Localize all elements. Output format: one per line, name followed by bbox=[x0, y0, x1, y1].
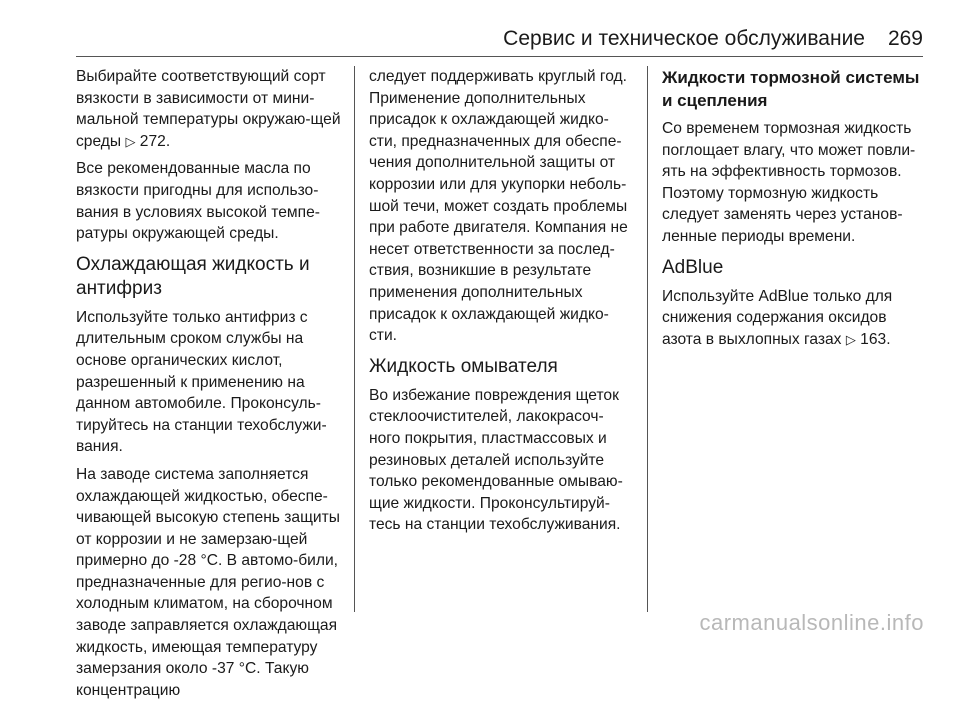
page-title: Сервис и техническое обслуживание bbox=[503, 27, 865, 50]
paragraph: Используйте AdBlue только для снижения содержания оксидов азота в выхлопных газах ▷ 163. bbox=[662, 286, 924, 351]
column-divider bbox=[647, 66, 648, 612]
section-heading-adblue: AdBlue bbox=[662, 256, 724, 278]
column-2 bbox=[369, 66, 633, 542]
paragraph: Во избежание повреждения щеток стеклоочистителей, лакокрасоч-ного покрытия, пластмассовых и резиновых деталей используйте только рекомендованные омываю-щие жидкости. Проконсультируй-тесь на станции техобслуживания. bbox=[369, 386, 623, 534]
watermark: carmanualsonline.info bbox=[699, 610, 924, 635]
column-3 bbox=[662, 66, 924, 356]
header-divider bbox=[76, 56, 923, 57]
column-1 bbox=[76, 66, 344, 707]
column-divider bbox=[354, 66, 355, 612]
triangle-right-icon: ▷ bbox=[125, 133, 136, 149]
section-heading-brake: Жидкости тормозной системы и сцепления bbox=[662, 68, 920, 110]
page-ref-link[interactable]: 163. bbox=[860, 330, 891, 348]
paragraph: следует поддерживать круглый год. Применение дополнительных присадок к охлаждающей жидко-сти, предназначенных для обеспе-чения дополнительной защиты от коррозии или для укупорки неболь-шой течи, может создать проблемы при работе двигателя. Компания не несет ответственности за послед-ствия, возникшие в результате применения дополнительных присадок к охлаждающей жидко-сти. bbox=[369, 68, 628, 345]
page-header bbox=[0, 0, 960, 56]
section-heading-washer: Жидкость омывателя bbox=[369, 355, 558, 377]
page-number: 269 bbox=[887, 27, 923, 50]
triangle-right-icon: ▷ bbox=[845, 331, 856, 347]
paragraph: На заводе система заполняется охлаждающей жидкостью, обеспе-чивающей высокую степень защиты от коррозии и не замерзаю-щей примерно до -28 °C. В автомо-били, предназначенные для регио-нов с холодным климатом, на сборочном заводе заправляется охлаждающая жидкость, имеющая температуру замерзания около -37 °C. Такую концентрацию bbox=[76, 465, 340, 699]
paragraph: Выбирайте соответствующий сорт вязкости в зависимости от мини-мальной температуры окружаю-щей среды ▷ 272. bbox=[76, 66, 344, 152]
page-ref-link[interactable]: 272. bbox=[139, 132, 171, 150]
paragraph: Со временем тормозная жидкость поглощает влагу, что может повли-ять на эффективность тормозов. Поэтому тормозную жидкость следует заменять через установ-ленные периоды времени. bbox=[662, 120, 916, 245]
paragraph: Используйте только антифриз с длительным сроком службы на основе органических кислот, разрешенный к применению на данном автомобиле. Проконсуль-тируйтесь на станции техобслужи-вания. bbox=[76, 308, 327, 456]
section-heading-coolant: Охлаждающая жидкость и антифриз bbox=[76, 253, 310, 299]
paragraph: Все рекомендованные масла по вязкости пригодны для использо-вания в условиях высокой темпе-ратуры окружающей среды. bbox=[76, 160, 320, 243]
